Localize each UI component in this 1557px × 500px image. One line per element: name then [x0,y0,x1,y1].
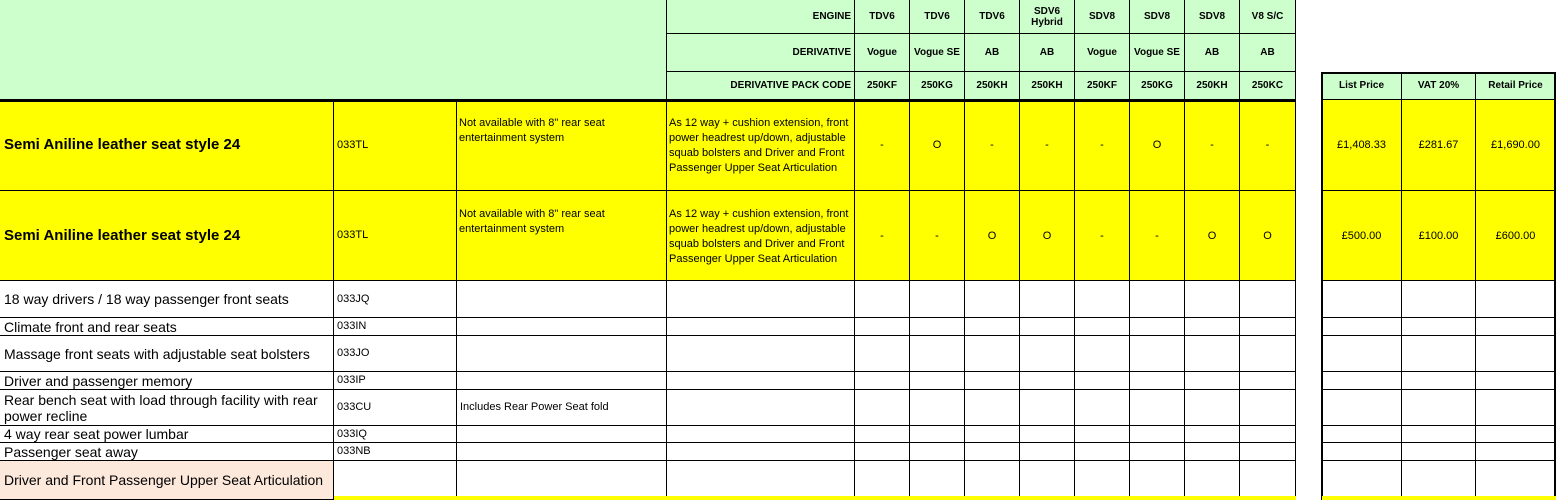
availability-cell [1240,372,1296,390]
price-cell [1402,281,1476,318]
feature-note [457,426,667,443]
header-blank-block [0,0,667,100]
availability-mark: - [965,100,1020,191]
price-cell [1402,372,1476,390]
model-engine: SDV8 [1130,0,1185,34]
availability-cell [910,461,965,500]
option-code: 033TL [334,191,457,281]
availability-cell [1240,426,1296,443]
availability-cell [855,461,910,500]
list-price: £500.00 [1322,191,1402,281]
price-cell [1402,390,1476,426]
price-cell [1322,443,1402,461]
availability-cell [1185,443,1240,461]
feature-description-cell [667,318,855,336]
price-header-retail: Retail Price [1476,72,1556,100]
feature-code [334,461,457,500]
availability-cell [855,390,910,426]
availability-cell [965,281,1020,318]
pack-code-label: DERIVATIVE PACK CODE [667,72,855,100]
feature-note: Includes Rear Power Seat fold [457,390,667,426]
availability-cell [1240,443,1296,461]
model-engine: SDV8 [1185,0,1240,34]
price-cell [1476,443,1556,461]
feature-description-cell [667,390,855,426]
model-derivative: AB [1185,34,1240,72]
availability-cell [1130,461,1185,500]
feature-note [457,372,667,390]
feature-note [457,318,667,336]
model-pack-code: 250KH [1020,72,1075,100]
availability-mark: - [855,100,910,191]
availability-cell [1020,390,1075,426]
option-code: 033TL [334,100,457,191]
retail-price: £600.00 [1476,191,1556,281]
price-cell [1402,336,1476,372]
availability-cell [965,461,1020,500]
option-note: Not available with 8" rear seat entertainment system [457,191,667,281]
availability-mark: O [910,100,965,191]
availability-mark: O [1020,191,1075,281]
feature-code: 033IP [334,372,457,390]
price-cell [1476,372,1556,390]
feature-description-cell [667,281,855,318]
price-cell [1476,461,1556,500]
availability-cell [1020,443,1075,461]
availability-cell [910,372,965,390]
availability-mark: - [910,191,965,281]
price-cell [1402,461,1476,500]
feature-note [457,281,667,318]
model-derivative: Vogue [1075,34,1130,72]
availability-cell [1185,461,1240,500]
model-pack-code: 250KH [1185,72,1240,100]
availability-cell [1075,426,1130,443]
availability-cell [965,390,1020,426]
availability-mark: O [1130,100,1185,191]
availability-mark: - [1185,100,1240,191]
availability-mark: - [1075,191,1130,281]
model-engine: SDV6 Hybrid [1020,0,1075,34]
availability-cell [1075,281,1130,318]
price-cell [1322,281,1402,318]
model-pack-code: 250KC [1240,72,1296,100]
availability-cell [855,372,910,390]
model-pack-code: 250KH [965,72,1020,100]
availability-cell [1020,336,1075,372]
availability-cell [910,318,965,336]
availability-cell [1075,372,1130,390]
availability-cell [965,336,1020,372]
availability-cell [1020,372,1075,390]
availability-cell [965,318,1020,336]
model-engine: TDV6 [910,0,965,34]
availability-cell [910,336,965,372]
feature-code: 033JQ [334,281,457,318]
availability-cell [1130,426,1185,443]
availability-cell [1130,443,1185,461]
availability-cell [1075,336,1130,372]
availability-mark: - [1130,191,1185,281]
availability-cell [1020,426,1075,443]
feature-name: Climate front and rear seats [0,318,334,336]
feature-description-cell [667,336,855,372]
price-cell [1476,281,1556,318]
availability-cell [965,372,1020,390]
availability-cell [910,443,965,461]
model-derivative: AB [1240,34,1296,72]
availability-mark: O [1240,191,1296,281]
availability-cell [1075,443,1130,461]
model-derivative: AB [1020,34,1075,72]
price-cell [1402,426,1476,443]
availability-cell [1240,281,1296,318]
feature-note [457,461,667,500]
vat-amount: £281.67 [1402,100,1476,191]
model-engine: TDV6 [965,0,1020,34]
availability-cell [1240,318,1296,336]
availability-cell [910,390,965,426]
availability-cell [1185,281,1240,318]
price-cell [1322,390,1402,426]
model-engine: V8 S/C [1240,0,1296,34]
availability-cell [910,281,965,318]
availability-cell [855,336,910,372]
retail-price: £1,690.00 [1476,100,1556,191]
availability-mark: O [1185,191,1240,281]
availability-cell [855,443,910,461]
feature-name: Massage front seats with adjustable seat bolsters [0,336,334,372]
model-derivative: Vogue [855,34,910,72]
price-cell [1476,318,1556,336]
next-row-edge [1322,496,1556,500]
vat-amount: £100.00 [1402,191,1476,281]
availability-cell [1240,336,1296,372]
availability-mark: - [1240,100,1296,191]
feature-code: 033NB [334,443,457,461]
option-name: Semi Aniline leather seat style 24 [0,191,334,281]
feature-code: 033CU [334,390,457,426]
availability-cell [1020,461,1075,500]
price-cell [1322,426,1402,443]
price-cell [1322,372,1402,390]
feature-name: 4 way rear seat power lumbar [0,426,334,443]
option-name: Semi Aniline leather seat style 24 [0,100,334,191]
price-cell [1476,336,1556,372]
availability-cell [1185,426,1240,443]
feature-name: Driver and passenger memory [0,372,334,390]
availability-cell [1020,281,1075,318]
price-header-vat: VAT 20% [1402,72,1476,100]
feature-name: Passenger seat away [0,443,334,461]
option-note: Not available with 8" rear seat entertainment system [457,100,667,191]
availability-cell [1185,372,1240,390]
price-cell [1402,318,1476,336]
model-derivative: Vogue SE [1130,34,1185,72]
model-pack-code: 250KG [910,72,965,100]
availability-cell [1130,281,1185,318]
derivative-label: DERIVATIVE [667,34,855,72]
availability-cell [855,426,910,443]
price-cell [1476,390,1556,426]
feature-name: Rear bench seat with load through facility with rear power recline [0,390,334,426]
availability-cell [1130,390,1185,426]
model-derivative: Vogue SE [910,34,965,72]
price-cell [1476,426,1556,443]
availability-cell [910,426,965,443]
feature-name: 18 way drivers / 18 way passenger front seats [0,281,334,318]
availability-mark: - [855,191,910,281]
feature-description-cell [667,372,855,390]
feature-code: 033JO [334,336,457,372]
availability-cell [1075,390,1130,426]
availability-cell [1020,318,1075,336]
price-cell [1322,461,1402,500]
availability-cell [855,281,910,318]
model-pack-code: 250KF [1075,72,1130,100]
feature-note [457,443,667,461]
option-description: As 12 way + cushion extension, front power headrest up/down, adjustable squab bolsters and Driver and Front Passenger Upper Seat Articulation [667,100,855,191]
model-pack-code: 250KG [1130,72,1185,100]
price-cell [1322,318,1402,336]
availability-cell [1240,390,1296,426]
header-divider [0,99,1296,102]
feature-description-cell [667,443,855,461]
price-cell [1322,336,1402,372]
availability-cell [1130,318,1185,336]
list-price: £1,408.33 [1322,100,1402,191]
availability-cell [965,426,1020,443]
availability-mark: - [1075,100,1130,191]
availability-cell [1075,461,1130,500]
model-engine: TDV6 [855,0,910,34]
availability-mark: O [965,191,1020,281]
price-cell [1402,443,1476,461]
model-pack-code: 250KF [855,72,910,100]
feature-name: Driver and Front Passenger Upper Seat Articulation [0,461,334,500]
availability-cell [1240,461,1296,500]
price-header-list: List Price [1322,72,1402,100]
availability-cell [1130,372,1185,390]
availability-cell [965,443,1020,461]
feature-description-cell [667,461,855,500]
model-derivative: AB [965,34,1020,72]
option-description: As 12 way + cushion extension, front power headrest up/down, adjustable squab bolsters and Driver and Front Passenger Upper Seat Articulation [667,191,855,281]
next-row-edge [334,496,1296,500]
feature-description-cell [667,426,855,443]
model-engine: SDV8 [1075,0,1130,34]
availability-mark: - [1020,100,1075,191]
column-gap [1296,0,1322,500]
feature-code: 033IN [334,318,457,336]
availability-cell [1075,318,1130,336]
availability-cell [1185,390,1240,426]
feature-note [457,336,667,372]
availability-cell [1185,318,1240,336]
availability-cell [855,318,910,336]
availability-cell [1130,336,1185,372]
availability-cell [1185,336,1240,372]
engine-label: ENGINE [667,0,855,34]
feature-code: 033IQ [334,426,457,443]
